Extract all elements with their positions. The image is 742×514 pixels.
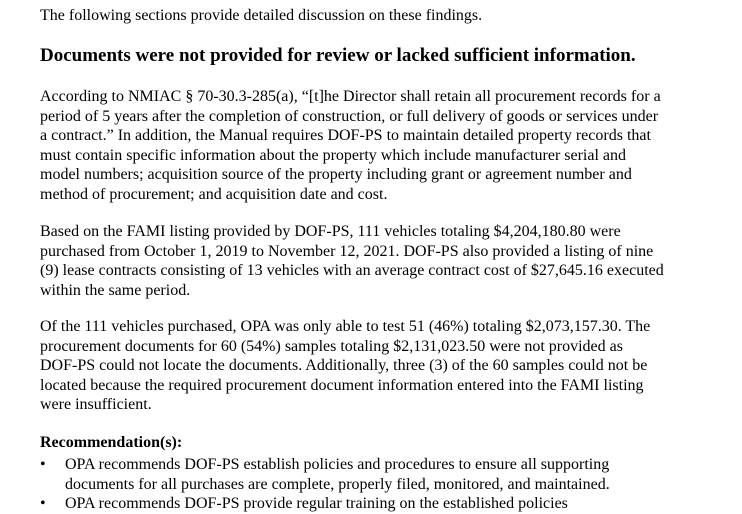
- recommendations-heading: Recommendation(s):: [40, 434, 183, 451]
- section-heading: Documents were not provided for review or lacked sufficient information.: [40, 45, 636, 66]
- paragraph-line: Of the 111 vehicles purchased, OPA was only able to test 51 (46%) totaling $2,073,157.30. The: [40, 318, 651, 335]
- bullet-icon: •: [40, 456, 46, 473]
- paragraph-testing-results: [40, 317, 650, 415]
- paragraph-line: method of procurement; and acquisition date and cost.: [40, 185, 388, 203]
- list-item: [40, 494, 720, 512]
- paragraph-line: (9) lease contracts consisting of 13 vehicles with an average contract cost of $27,645.16 executed: [40, 262, 664, 279]
- paragraph-line: period of 5 years after the completion of construction, or full delivery of goods or services under: [40, 107, 659, 125]
- paragraph-line: located because the required procurement document information entered into the FAMI listing: [40, 376, 644, 394]
- paragraph-line: Based on the FAMI listing provided by DOF-PS, 111 vehicles totaling $4,204,180.80 were: [40, 223, 621, 240]
- bullet-line: OPA recommends DOF-PS establish policies and procedures to ensure all supporting: [65, 456, 610, 473]
- list-item: [40, 455, 720, 494]
- intro-text: The following sections provide detailed discussion on these findings.: [40, 7, 483, 24]
- bullet-line: documents for all purchases are complete, properly filed, monitored, and maintained.: [65, 475, 610, 493]
- paragraph-line: within the same period.: [40, 281, 191, 299]
- paragraph-line: a contract.” In addition, the Manual requires DOF-PS to maintain detailed property records that: [40, 127, 651, 144]
- paragraph-line: were insufficient.: [40, 396, 152, 413]
- paragraph-fami-listing: [40, 222, 664, 300]
- paragraph-line: DOF-PS could not locate the documents. Additionally, three (3) of the 60 samples could not be: [40, 357, 648, 374]
- paragraph-line: must contain specific information about the property which include manufacturer serial and: [40, 146, 627, 164]
- paragraph-retention-requirements: [40, 87, 661, 204]
- bullet-line: OPA recommends DOF-PS provide regular training on the established policies: [65, 495, 568, 512]
- paragraph-line: model numbers; acquisition source of the property including grant or agreement number and: [40, 166, 632, 183]
- paragraph-line: According to NMIAC § 70-30.3-285(a), “[t]he Director shall retain all procurement records for a: [40, 88, 661, 105]
- paragraph-line: procurement documents for 60 (54%) samples totaling $2,131,023.50 were not provided as: [40, 337, 623, 355]
- recommendations-list: [40, 455, 720, 512]
- bullet-icon: •: [40, 495, 46, 512]
- paragraph-line: purchased from October 1, 2019 to November 12, 2021. DOF-PS also provided a listing of nine: [40, 242, 654, 260]
